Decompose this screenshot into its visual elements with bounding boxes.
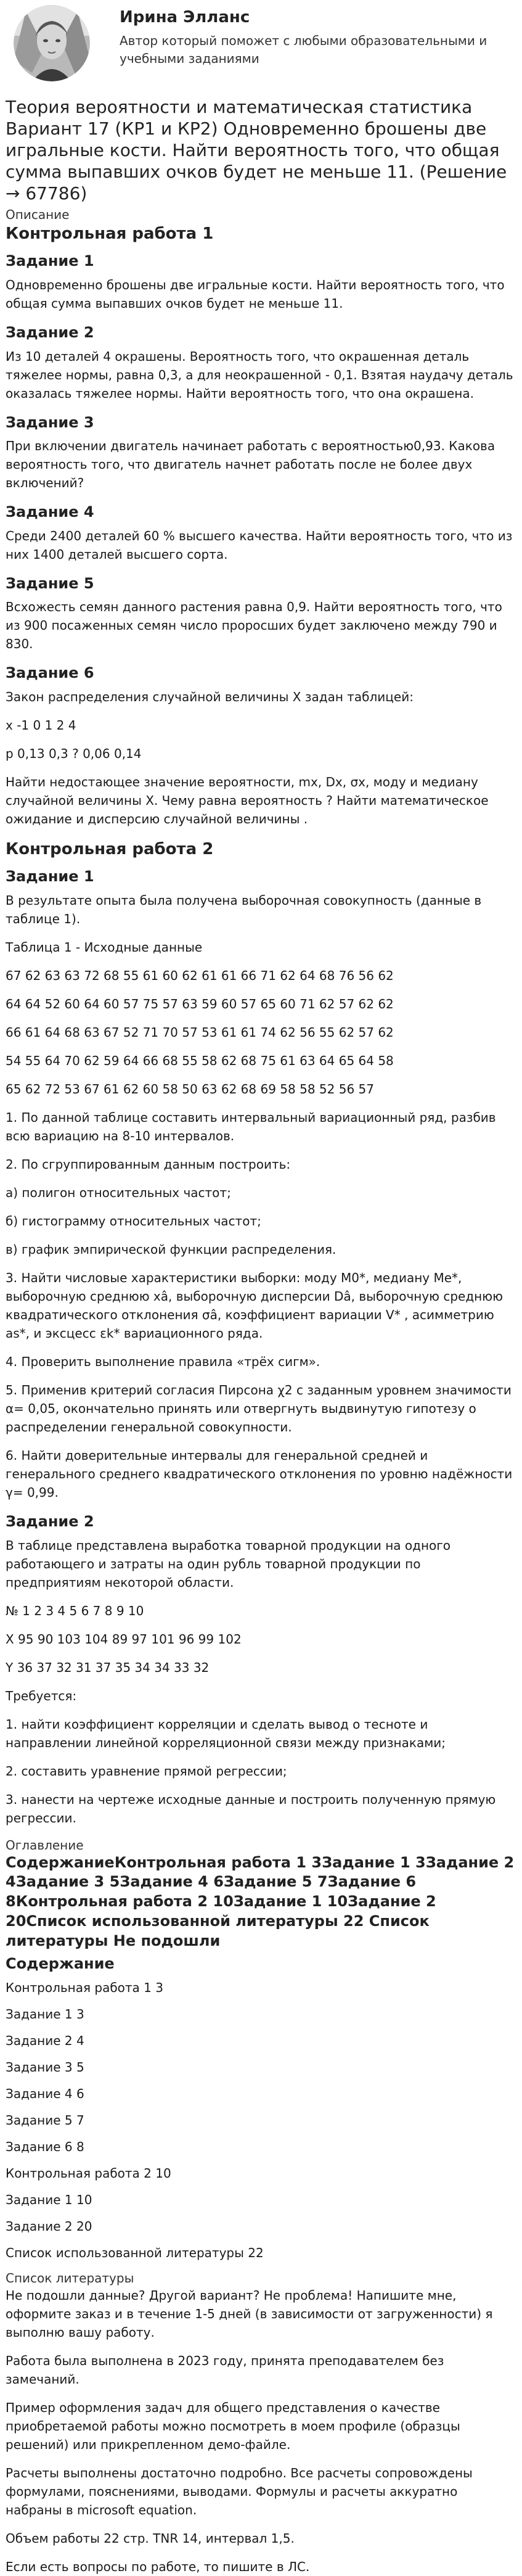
kr2-task1-item-2: 2. По сгруппированным данным построить:: [6, 1156, 291, 1172]
literature-paragraph: Не подошли данные? Другой вариант? Не проблема! Напишите мне, оформите заказ и в течение 1-5 дней (в зависимости от загруженности) я выполню вашу работу.: [6, 2287, 493, 2340]
author-description: Автор который поможет с любыми образовательными и учебными заданиями: [120, 33, 487, 66]
data-row-3: 66 61 64 68 63 67 52 71 70 57 53 61 61 74 62 56 55 62 57 62: [6, 1024, 394, 1040]
kr2-heading: Контрольная работа 2: [6, 839, 214, 858]
kr2-task1-item-2c: в) график эмпирической функции распределения.: [6, 1241, 336, 1257]
page-title: Теория вероятности и математическая статистика Вариант 17 (КР1 и КР2) Одновременно брошены две игральные кости. Найти вероятность того, что общая сумма выпавших очков будет не меньше 11. (Решение → 67786): [6, 97, 507, 204]
kr2-task1-item-2b: б) гистограмму относительных частот;: [6, 1213, 261, 1228]
kr1-task6-row-x: х -1 0 1 2 4: [6, 717, 76, 733]
kr2-table-caption: Таблица 1 - Исходные данные: [6, 939, 203, 955]
toc-list: [6, 1978, 516, 2262]
kr1-task6-heading: Задание 6: [6, 664, 94, 682]
data-row-2: 64 64 52 60 64 60 57 75 57 63 59 60 57 65 60 71 62 57 62 62: [6, 996, 394, 1011]
kr1-task6-question: Найти недостающее значение вероятности, mx, Dx, σx, моду и медиану случайной величины Х. Чему равна вероятность ? Найти математическое ожидание и дисперсию случайной величины .: [6, 774, 489, 826]
kr2-task2-row-n: № 1 2 3 4 5 6 7 8 9 10: [6, 1603, 144, 1618]
author-card: [6, 0, 516, 91]
toc-item: Задание 5 7: [6, 2112, 84, 2128]
kr2-task2-required: Требуется:: [6, 1688, 77, 1703]
data-row-1: 67 62 63 63 72 68 55 61 60 62 61 61 66 71 62 64 68 76 56 62: [6, 968, 394, 983]
toc-item: Контрольная работа 1 3: [6, 1980, 163, 1995]
kr2-task2-intro: В таблице представлена выработка товарной продукции на одного работающего и затраты на один рубль товарной продукции по предприятиям некоторой области.: [6, 1537, 451, 1590]
description-label: Описание: [6, 207, 70, 222]
kr1-task3-text: При включении двигатель начинает работать с вероятностью0,93. Какова вероятность того, что двигатель начнет работать после не более двух включений?: [6, 438, 495, 491]
kr2-task1-item-2a: а) полигон относительных частот;: [6, 1185, 231, 1200]
kr2-task1-item-4: 4. Проверить выполнение правила «трёх сигм».: [6, 1354, 320, 1369]
kr1-task1-text: Одновременно брошены две игральные кости. Найти вероятность того, что общая сумма выпавших очков будет не меньше 11.: [6, 277, 505, 311]
toc-item: Задание 2 4: [6, 2033, 84, 2048]
kr1-task5-heading: Задание 5: [6, 574, 94, 592]
kr1-task4-text: Среди 2400 деталей 60 % высшего качества. Найти вероятность того, что из них 1400 деталей высшего сорта.: [6, 528, 513, 562]
kr1-heading: Контрольная работа 1: [6, 224, 214, 243]
literature-paragraph: Работа была выполнена в 2023 году, принята преподавателем без замечаний.: [6, 2353, 444, 2387]
literature-paragraph: Пример оформления задач для общего представления о качестве приобретаемой работы можно посмотреть в моем профиле (образцы решений) или прикрепленном демо-файле.: [6, 2400, 460, 2452]
kr1-task5-text: Всхожесть семян данного растения равна 0,9. Найти вероятность того, что из 900 посаженных семян число проросших будет заключено между 790 и 830.: [6, 599, 502, 652]
kr2-task1-item-1: 1. По данной таблице составить интервальный вариационный ряд, разбив всю вариацию на 8-10 интервалов.: [6, 1109, 496, 1143]
data-row-5: 65 62 72 53 67 61 62 60 58 50 63 62 68 69 58 58 52 56 57: [6, 1081, 374, 1097]
kr2-task2-heading: Задание 2: [6, 1512, 94, 1530]
kr2-task1-item-6: 6. Найти доверительные интервалы для генеральной средней и генерального среднего квадратического отклонения по уровню надёжности γ= 0,99.: [6, 1447, 513, 1500]
kr1-task4-heading: Задание 4: [6, 503, 94, 521]
toc-run: СодержаниеКонтрольная работа 1 3Задание 1 3Задание 2 4Задание 3 5Задание 4 6Задание 5 7Задание 6 8Контрольная работа 2 10Задание 1 10Задание 2 20Список использованной литературы 22 Список литературы Не подошли: [6, 1853, 515, 1950]
kr1-task6-row-p: р 0,13 0,3 ? 0,06 0,14: [6, 746, 142, 761]
toc-heading: Содержание: [6, 1955, 115, 1973]
kr2-task2-row-y: Y 36 37 32 31 37 35 34 34 33 32: [6, 1660, 210, 1675]
kr2-task1-item-5: 5. Применив критерий согласия Пирсона χ2 с заданным уровнем значимости α= 0,05, окончательно принять или отвергнуть выдвинутую гипотезу о распределении генеральной совокупности.: [6, 1382, 512, 1434]
literature-paragraph: Расчеты выполнены достаточно подробно. Все расчеты сопровождены формулами, пояснениями, выводами. Формулы и расчеты аккуратно набраны в microsoft equation.: [6, 2465, 473, 2517]
kr2-task1-heading: Задание 1: [6, 868, 94, 886]
author-text: [120, 5, 502, 68]
toc-item: Задание 3 5: [6, 2059, 84, 2075]
literature-paragraph: Объем работы 22 стр. TNR 14, интервал 1,5.: [6, 2530, 295, 2546]
toc-item: Список использованной литературы 22: [6, 2245, 264, 2260]
kr1-task6-intro: Закон распределения случайной величины Х задан таблицей:: [6, 689, 414, 704]
toc-item: Задание 6 8: [6, 2139, 84, 2154]
toc-item: Задание 4 6: [6, 2086, 84, 2101]
kr1-task1-heading: Задание 1: [6, 252, 94, 270]
data-row-4: 54 55 64 70 62 59 64 66 68 55 58 62 68 75 61 63 64 65 64 58: [6, 1053, 394, 1068]
toc-item: Задание 2 20: [6, 2218, 92, 2234]
kr1-task2-text: Из 10 деталей 4 окрашены. Вероятность того, что окрашенная деталь тяжелее нормы, равна 0,3, а для неокрашенной - 0,1. Взятая наудачу деталь оказалась тяжелее нормы. Найти вероятность того, что она окрашена.: [6, 348, 513, 401]
kr2-task1-intro: В результате опыта была получена выборочная совокупность (данные в таблице 1).: [6, 892, 482, 926]
kr1-task3-heading: Задание 3: [6, 413, 94, 431]
kr2-task2-row-x: X 95 90 103 104 89 97 101 96 99 102: [6, 1631, 242, 1647]
kr2-task2-item-1: 1. найти коэффициент корреляции и сделать вывод о тесноте и направлении линейной корреляционной связи между признаками;: [6, 1716, 446, 1750]
author-name[interactable]: Ирина Элланс: [120, 8, 250, 27]
kr2-task2-item-2: 2. составить уравнение прямой регрессии;: [6, 1763, 287, 1779]
toc-item: Задание 1 10: [6, 2192, 92, 2207]
literature-paragraph: Если есть вопросы по работе, то пишите в ЛС.: [6, 2559, 310, 2574]
author-avatar[interactable]: [14, 5, 90, 81]
kr1-task2-heading: Задание 2: [6, 323, 94, 341]
literature-label: Список литературы: [6, 2270, 134, 2286]
kr2-task1-item-3: 3. Найти числовые характеристики выборки: моду М0*, медиану Ме*, выборочную среднюю xâ, выборочную дисперсии Dâ, выборочную среднюю квадратического отклонения σâ, коэффициент вариации V* , асимметрию as*, и эксцесс εk* вариационного ряда.: [6, 1270, 503, 1341]
toc-item: Контрольная работа 2 10: [6, 2165, 171, 2181]
toc-label: Оглавление: [6, 1837, 84, 1853]
kr2-task2-item-3: 3. нанести на чертеже исходные данные и построить полученную прямую регрессии.: [6, 1792, 496, 1825]
avatar-image: [14, 5, 90, 81]
toc-item: Задание 1 3: [6, 2006, 84, 2022]
